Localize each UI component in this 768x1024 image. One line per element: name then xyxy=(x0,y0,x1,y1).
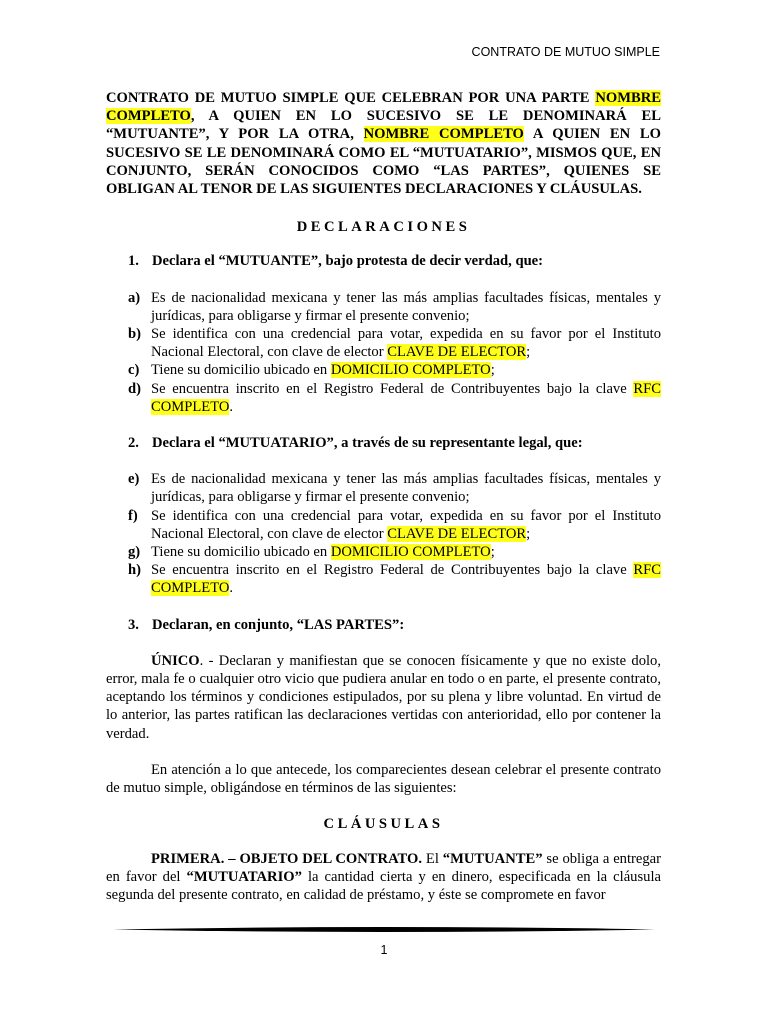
item-letter: b) xyxy=(128,326,141,343)
highlight-rfc: RFC COMPLETO xyxy=(151,380,661,415)
item-punct: ; xyxy=(490,362,495,379)
item-punct: . xyxy=(229,398,234,415)
highlight-nombre-completo-1: NOMBRE COMPLETO xyxy=(106,90,661,125)
item-text: Es de nacionalidad mexicana y tener las más amplias facultades físicas, mentales y jurídicas, para obligarse y firmar el presente convenio; xyxy=(151,289,661,324)
highlight-domicilio: DOMICILIO COMPLETO xyxy=(330,544,491,561)
primera-text-2: se obliga a entregar en favor del xyxy=(106,850,661,885)
item-letter: d) xyxy=(128,380,141,397)
list-item-e xyxy=(106,470,661,506)
primera-clausula xyxy=(106,850,661,905)
item-punct: ; xyxy=(490,544,495,561)
unico-paragraph xyxy=(106,652,661,743)
item-text: Se identifica con una credencial para votar, expedida en su favor por el Instituto Nacional Electoral, con clave de elector xyxy=(151,507,661,542)
declaration-2-heading xyxy=(106,434,661,452)
item-letter: e) xyxy=(128,471,140,488)
list-item-c xyxy=(106,361,661,379)
primera-label: PRIMERA. – OBJETO DEL CONTRATO. xyxy=(151,850,423,867)
list-item-d xyxy=(106,380,661,416)
running-header: CONTRATO DE MUTUO SIMPLE xyxy=(471,45,660,59)
declaraciones-heading: DECLARACIONES xyxy=(296,219,471,236)
list-item-a xyxy=(106,289,661,325)
intro-text-3: A QUIEN EN LO SUCESIVO SE LE DENOMINARÁ COMO EL “MUTUATARIO”, MISMOS QUE, EN CONJUNTO, SERÁN CONOCIDOS COMO “LAS PARTES”, QUIENES SE OBLIGAN AL TENOR DE LAS SIGUIENTES DECLARACIONES Y CLÁUSULAS. xyxy=(106,126,661,198)
declaration-2-number: 2. xyxy=(128,435,139,452)
declaration-2-title: Declara el “MUTUATARIO”, a través de su representante legal, que: xyxy=(152,435,583,452)
item-text: Se encuentra inscrito en el Registro Federal de Contribuyentes bajo la clave xyxy=(151,380,634,397)
list-item-g xyxy=(106,543,661,561)
unico-text: . - Declaran y manifiestan que se conocen físicamente y que no existe dolo, error, mala fe o cualquier otro vicio que pudiera anular en todo o en parte, el presente contrato, aceptando los términos y condiciones estipulados, por su plena y libre voluntad. En virtud de lo anterior, las partes ratifican las declaraciones vertidas con anterioridad, ello por contener la verdad. xyxy=(106,652,661,742)
item-punct: ; xyxy=(526,525,531,542)
clausulas-heading: CLÁUSULAS xyxy=(323,816,444,833)
list-item-h xyxy=(106,561,661,597)
item-letter: g) xyxy=(128,544,141,561)
item-text: Tiene su domicilio ubicado en xyxy=(151,544,331,561)
list-item-b xyxy=(106,325,661,361)
item-punct: ; xyxy=(526,344,531,361)
item-punct: . xyxy=(229,580,234,597)
item-letter: f) xyxy=(128,507,138,524)
primera-mutuatario: “MUTUATARIO” xyxy=(186,868,302,885)
declaration-1-title: Declara el “MUTUANTE”, bajo protesta de decir verdad, que: xyxy=(152,253,544,270)
item-letter: c) xyxy=(128,362,140,379)
highlight-clave-elector: CLAVE DE ELECTOR xyxy=(387,344,527,361)
highlight-rfc: RFC COMPLETO xyxy=(151,562,661,597)
primera-text-3: la cantidad cierta y en dinero, especificada en la cláusula segunda del presente contrato, en calidad de préstamo, y éste se compromete en favor xyxy=(106,868,661,903)
intro-text-2: , A QUIEN EN LO SUCESIVO SE LE DENOMINARÁ EL “MUTUANTE”, Y POR LA OTRA, xyxy=(106,108,661,143)
item-text: Tiene su domicilio ubicado en xyxy=(151,362,331,379)
declaration-1-items xyxy=(106,289,661,416)
item-text: Se identifica con una credencial para votar, expedida en su favor por el Instituto Nacional Electoral, con clave de elector xyxy=(151,326,661,361)
highlight-clave-elector: CLAVE DE ELECTOR xyxy=(387,525,527,542)
declaration-3-heading xyxy=(106,616,661,634)
primera-text-1: El xyxy=(422,850,443,867)
item-text: Se encuentra inscrito en el Registro Federal de Contribuyentes bajo la clave xyxy=(151,562,634,579)
document-body xyxy=(106,89,661,922)
item-letter: h) xyxy=(128,562,141,579)
declaration-2-items xyxy=(106,470,661,597)
highlight-domicilio: DOMICILIO COMPLETO xyxy=(330,362,491,379)
intro-text-1: CONTRATO DE MUTUO SIMPLE QUE CELEBRAN POR UNA PARTE xyxy=(106,90,596,106)
atencion-paragraph: En atención a lo que antecede, los comparecientes desean celebrar el presente contrato de mutuo simple, obligándose en términos de las siguientes: xyxy=(106,761,661,797)
footer-divider xyxy=(113,926,655,933)
list-item-f xyxy=(106,507,661,543)
item-text: Es de nacionalidad mexicana y tener las más amplias facultades físicas, mentales y jurídicas, para obligarse y firmar el presente convenio; xyxy=(151,471,661,506)
declaration-3-number: 3. xyxy=(128,616,139,633)
declaration-1-number: 1. xyxy=(128,253,139,270)
unico-label: ÚNICO xyxy=(151,652,200,669)
declaration-3-title: Declaran, en conjunto, “LAS PARTES”: xyxy=(152,616,405,633)
page-number: 1 xyxy=(380,943,388,957)
declaration-1-heading xyxy=(106,252,661,270)
primera-mutuante: “MUTUANTE” xyxy=(442,850,543,867)
item-letter: a) xyxy=(128,289,141,306)
intro-paragraph xyxy=(106,89,661,198)
highlight-nombre-completo-2: NOMBRE COMPLETO xyxy=(363,126,524,143)
